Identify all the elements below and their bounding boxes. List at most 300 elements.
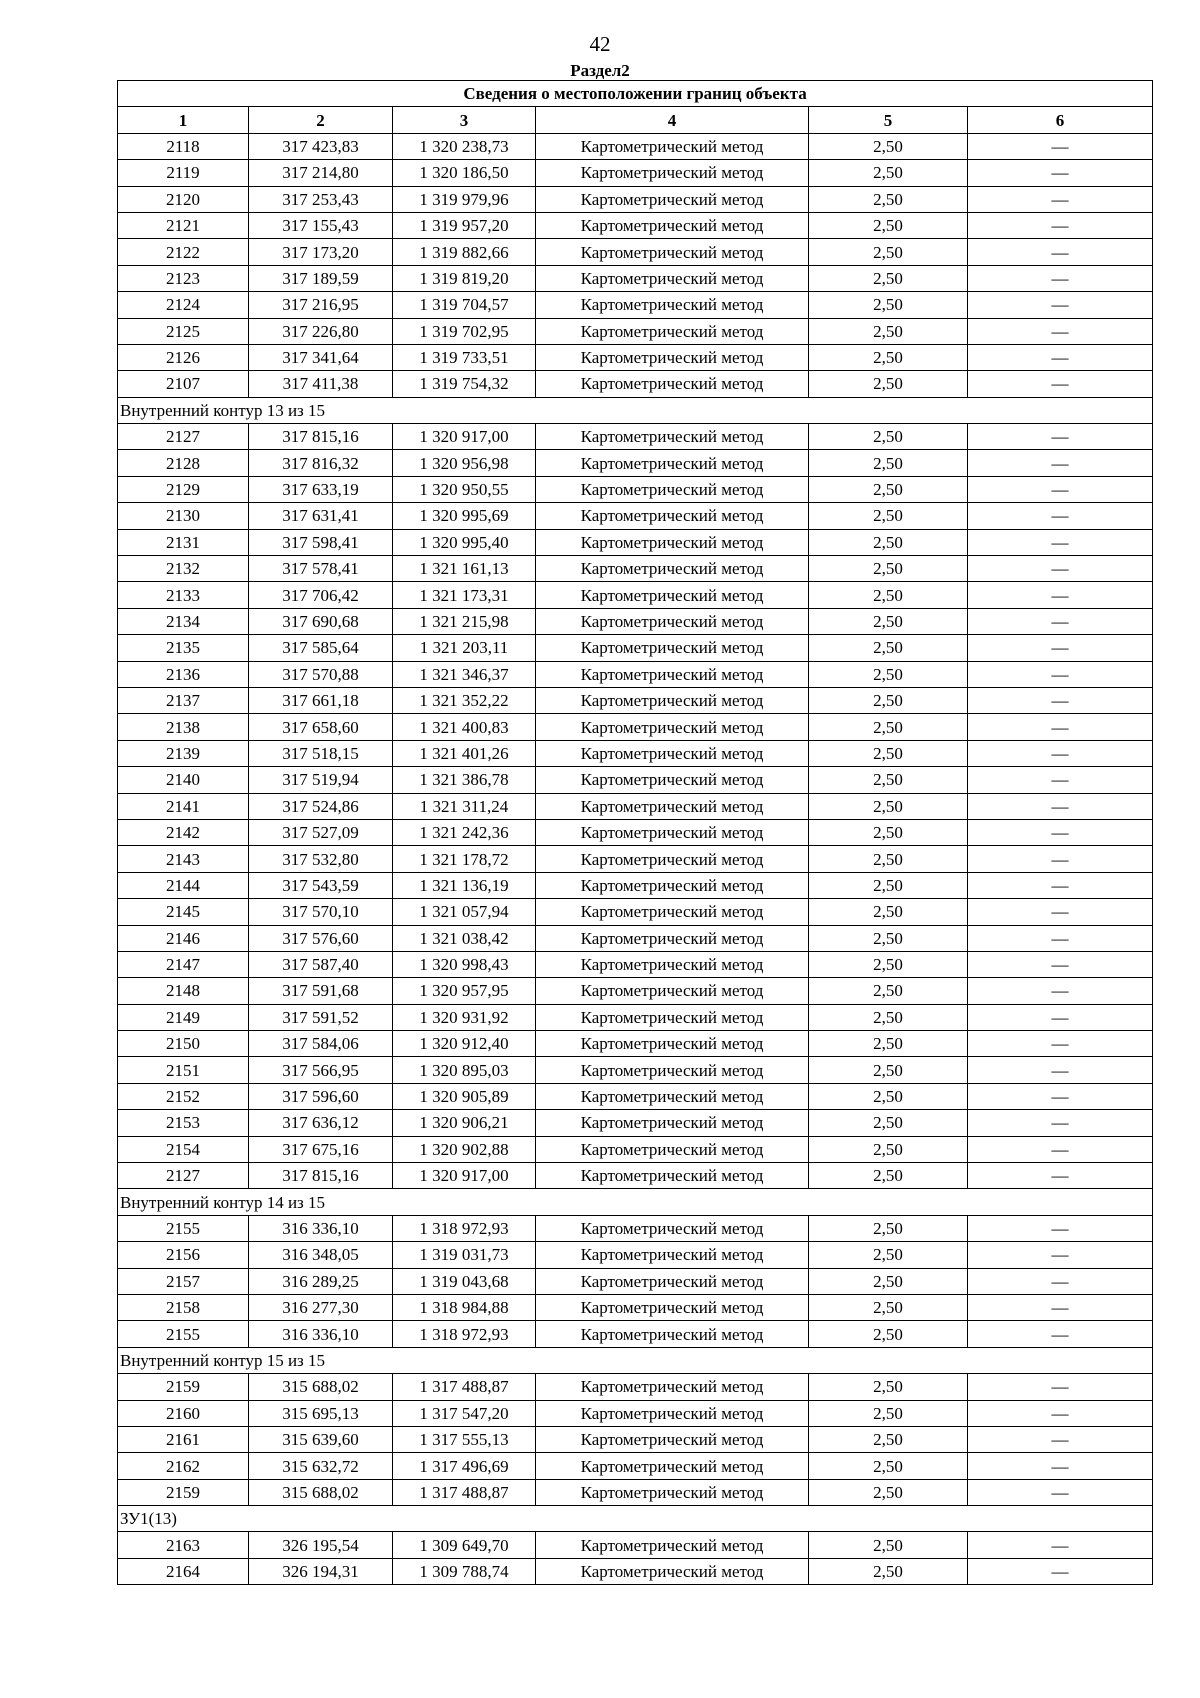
point-number-cell: 2130 xyxy=(118,503,249,529)
method-cell: Картометрический метод xyxy=(536,133,809,159)
y-coordinate-cell: 1 321 311,24 xyxy=(393,793,536,819)
accuracy-cell: 2,50 xyxy=(809,1321,968,1347)
description-cell: — xyxy=(968,239,1153,265)
table-row xyxy=(118,635,1153,661)
y-coordinate-cell: 1 320 906,21 xyxy=(393,1110,536,1136)
y-coordinate-cell: 1 321 038,42 xyxy=(393,925,536,951)
accuracy-cell: 2,50 xyxy=(809,608,968,634)
point-number-cell: 2142 xyxy=(118,819,249,845)
x-coordinate-cell: 317 532,80 xyxy=(249,846,393,872)
accuracy-cell: 2,50 xyxy=(809,899,968,925)
method-cell: Картометрический метод xyxy=(536,344,809,370)
description-cell: — xyxy=(968,556,1153,582)
accuracy-cell: 2,50 xyxy=(809,1294,968,1320)
x-coordinate-cell: 316 336,10 xyxy=(249,1215,393,1241)
method-cell: Картометрический метод xyxy=(536,476,809,502)
table-row xyxy=(118,450,1153,476)
accuracy-cell: 2,50 xyxy=(809,1136,968,1162)
table-row xyxy=(118,767,1153,793)
accuracy-cell: 2,50 xyxy=(809,1374,968,1400)
accuracy-cell: 2,50 xyxy=(809,239,968,265)
description-cell: — xyxy=(968,344,1153,370)
point-number-cell: 2149 xyxy=(118,1004,249,1030)
method-cell: Картометрический метод xyxy=(536,1004,809,1030)
description-cell: — xyxy=(968,529,1153,555)
y-coordinate-cell: 1 318 972,93 xyxy=(393,1321,536,1347)
method-cell: Картометрический метод xyxy=(536,212,809,238)
table-row xyxy=(118,951,1153,977)
method-cell: Картометрический метод xyxy=(536,503,809,529)
method-cell: Картометрический метод xyxy=(536,450,809,476)
point-number-cell: 2120 xyxy=(118,186,249,212)
description-cell: — xyxy=(968,1268,1153,1294)
table-row xyxy=(118,1294,1153,1320)
x-coordinate-cell: 317 633,19 xyxy=(249,476,393,502)
x-coordinate-cell: 317 216,95 xyxy=(249,292,393,318)
description-cell: — xyxy=(968,160,1153,186)
x-coordinate-cell: 315 639,60 xyxy=(249,1426,393,1452)
point-number-cell: 2154 xyxy=(118,1136,249,1162)
accuracy-cell: 2,50 xyxy=(809,846,968,872)
y-coordinate-cell: 1 320 917,00 xyxy=(393,424,536,450)
method-cell: Картометрический метод xyxy=(536,687,809,713)
column-header: 4 xyxy=(536,107,809,133)
accuracy-cell: 2,50 xyxy=(809,476,968,502)
y-coordinate-cell: 1 321 215,98 xyxy=(393,608,536,634)
method-cell: Картометрический метод xyxy=(536,635,809,661)
description-cell: — xyxy=(968,1453,1153,1479)
accuracy-cell: 2,50 xyxy=(809,1110,968,1136)
table-row xyxy=(118,424,1153,450)
table-row xyxy=(118,846,1153,872)
method-cell: Картометрический метод xyxy=(536,740,809,766)
point-number-cell: 2138 xyxy=(118,714,249,740)
table-row xyxy=(118,608,1153,634)
accuracy-cell: 2,50 xyxy=(809,450,968,476)
accuracy-cell: 2,50 xyxy=(809,529,968,555)
point-number-cell: 2157 xyxy=(118,1268,249,1294)
method-cell: Картометрический метод xyxy=(536,899,809,925)
table-row xyxy=(118,292,1153,318)
method-cell: Картометрический метод xyxy=(536,1242,809,1268)
description-cell: — xyxy=(968,1083,1153,1109)
y-coordinate-cell: 1 319 733,51 xyxy=(393,344,536,370)
accuracy-cell: 2,50 xyxy=(809,318,968,344)
y-coordinate-cell: 1 321 178,72 xyxy=(393,846,536,872)
table-row xyxy=(118,186,1153,212)
point-number-cell: 2153 xyxy=(118,1110,249,1136)
y-coordinate-cell: 1 320 995,69 xyxy=(393,503,536,529)
table-row xyxy=(118,556,1153,582)
description-cell: — xyxy=(968,819,1153,845)
table-title: Сведения о местоположении границ объекта xyxy=(118,81,1153,107)
x-coordinate-cell: 316 336,10 xyxy=(249,1321,393,1347)
x-coordinate-cell: 316 277,30 xyxy=(249,1294,393,1320)
method-cell: Картометрический метод xyxy=(536,978,809,1004)
method-cell: Картометрический метод xyxy=(536,1426,809,1452)
accuracy-cell: 2,50 xyxy=(809,1268,968,1294)
description-cell: — xyxy=(968,186,1153,212)
description-cell: — xyxy=(968,635,1153,661)
y-coordinate-cell: 1 309 649,70 xyxy=(393,1532,536,1558)
x-coordinate-cell: 317 576,60 xyxy=(249,925,393,951)
x-coordinate-cell: 317 598,41 xyxy=(249,529,393,555)
x-coordinate-cell: 317 596,60 xyxy=(249,1083,393,1109)
method-cell: Картометрический метод xyxy=(536,424,809,450)
accuracy-cell: 2,50 xyxy=(809,556,968,582)
y-coordinate-cell: 1 321 242,36 xyxy=(393,819,536,845)
column-header: 3 xyxy=(393,107,536,133)
point-number-cell: 2128 xyxy=(118,450,249,476)
contour-group-label: Внутренний контур 13 из 15 xyxy=(118,397,1153,423)
description-cell: — xyxy=(968,476,1153,502)
description-cell: — xyxy=(968,846,1153,872)
x-coordinate-cell: 317 570,10 xyxy=(249,899,393,925)
x-coordinate-cell: 317 519,94 xyxy=(249,767,393,793)
point-number-cell: 2159 xyxy=(118,1479,249,1505)
y-coordinate-cell: 1 320 902,88 xyxy=(393,1136,536,1162)
accuracy-cell: 2,50 xyxy=(809,265,968,291)
accuracy-cell: 2,50 xyxy=(809,1057,968,1083)
accuracy-cell: 2,50 xyxy=(809,767,968,793)
table-row xyxy=(118,1453,1153,1479)
table-body xyxy=(118,133,1153,1584)
description-cell: — xyxy=(968,661,1153,687)
x-coordinate-cell: 317 591,52 xyxy=(249,1004,393,1030)
table-row xyxy=(118,1004,1153,1030)
method-cell: Картометрический метод xyxy=(536,767,809,793)
point-number-cell: 2161 xyxy=(118,1426,249,1452)
method-cell: Картометрический метод xyxy=(536,1558,809,1584)
x-coordinate-cell: 317 226,80 xyxy=(249,318,393,344)
y-coordinate-cell: 1 321 057,94 xyxy=(393,899,536,925)
boundary-table xyxy=(117,80,1153,1585)
point-number-cell: 2160 xyxy=(118,1400,249,1426)
point-number-cell: 2148 xyxy=(118,978,249,1004)
table-row xyxy=(118,1031,1153,1057)
y-coordinate-cell: 1 319 819,20 xyxy=(393,265,536,291)
x-coordinate-cell: 317 527,09 xyxy=(249,819,393,845)
description-cell: — xyxy=(968,1136,1153,1162)
x-coordinate-cell: 317 636,12 xyxy=(249,1110,393,1136)
column-header-row xyxy=(118,107,1153,133)
point-number-cell: 2146 xyxy=(118,925,249,951)
point-number-cell: 2162 xyxy=(118,1453,249,1479)
accuracy-cell: 2,50 xyxy=(809,819,968,845)
accuracy-cell: 2,50 xyxy=(809,424,968,450)
description-cell: — xyxy=(968,1374,1153,1400)
y-coordinate-cell: 1 317 547,20 xyxy=(393,1400,536,1426)
accuracy-cell: 2,50 xyxy=(809,661,968,687)
point-number-cell: 2135 xyxy=(118,635,249,661)
method-cell: Картометрический метод xyxy=(536,160,809,186)
description-cell: — xyxy=(968,212,1153,238)
x-coordinate-cell: 315 695,13 xyxy=(249,1400,393,1426)
table-row xyxy=(118,371,1153,397)
point-number-cell: 2141 xyxy=(118,793,249,819)
table-row xyxy=(118,1163,1153,1189)
y-coordinate-cell: 1 317 555,13 xyxy=(393,1426,536,1452)
x-coordinate-cell: 317 411,38 xyxy=(249,371,393,397)
accuracy-cell: 2,50 xyxy=(809,1479,968,1505)
method-cell: Картометрический метод xyxy=(536,1294,809,1320)
x-coordinate-cell: 317 661,18 xyxy=(249,687,393,713)
method-cell: Картометрический метод xyxy=(536,714,809,740)
y-coordinate-cell: 1 318 972,93 xyxy=(393,1215,536,1241)
y-coordinate-cell: 1 320 895,03 xyxy=(393,1057,536,1083)
method-cell: Картометрический метод xyxy=(536,1110,809,1136)
contour-group-label: ЗУ1(13) xyxy=(118,1506,1153,1532)
method-cell: Картометрический метод xyxy=(536,265,809,291)
y-coordinate-cell: 1 319 031,73 xyxy=(393,1242,536,1268)
point-number-cell: 2107 xyxy=(118,371,249,397)
description-cell: — xyxy=(968,371,1153,397)
column-header: 2 xyxy=(249,107,393,133)
point-number-cell: 2123 xyxy=(118,265,249,291)
page-number: 42 xyxy=(589,32,611,56)
column-header: 5 xyxy=(809,107,968,133)
accuracy-cell: 2,50 xyxy=(809,1400,968,1426)
description-cell: — xyxy=(968,424,1153,450)
point-number-cell: 2143 xyxy=(118,846,249,872)
table-row xyxy=(118,1426,1153,1452)
description-cell: — xyxy=(968,687,1153,713)
x-coordinate-cell: 317 587,40 xyxy=(249,951,393,977)
point-number-cell: 2119 xyxy=(118,160,249,186)
accuracy-cell: 2,50 xyxy=(809,1004,968,1030)
y-coordinate-cell: 1 320 238,73 xyxy=(393,133,536,159)
point-number-cell: 2151 xyxy=(118,1057,249,1083)
point-number-cell: 2163 xyxy=(118,1532,249,1558)
table-row xyxy=(118,1479,1153,1505)
x-coordinate-cell: 326 194,31 xyxy=(249,1558,393,1584)
y-coordinate-cell: 1 319 957,20 xyxy=(393,212,536,238)
y-coordinate-cell: 1 319 754,32 xyxy=(393,371,536,397)
description-cell: — xyxy=(968,740,1153,766)
description-cell: — xyxy=(968,608,1153,634)
point-number-cell: 2118 xyxy=(118,133,249,159)
contour-group-row xyxy=(118,1189,1153,1215)
y-coordinate-cell: 1 320 917,00 xyxy=(393,1163,536,1189)
table-row xyxy=(118,714,1153,740)
point-number-cell: 2126 xyxy=(118,344,249,370)
method-cell: Картометрический метод xyxy=(536,661,809,687)
description-cell: — xyxy=(968,265,1153,291)
point-number-cell: 2127 xyxy=(118,424,249,450)
point-number-cell: 2121 xyxy=(118,212,249,238)
table-row xyxy=(118,740,1153,766)
method-cell: Картометрический метод xyxy=(536,1083,809,1109)
description-cell: — xyxy=(968,714,1153,740)
accuracy-cell: 2,50 xyxy=(809,1083,968,1109)
point-number-cell: 2133 xyxy=(118,582,249,608)
y-coordinate-cell: 1 319 704,57 xyxy=(393,292,536,318)
point-number-cell: 2137 xyxy=(118,687,249,713)
table-row xyxy=(118,978,1153,1004)
y-coordinate-cell: 1 320 995,40 xyxy=(393,529,536,555)
contour-group-label: Внутренний контур 15 из 15 xyxy=(118,1347,1153,1373)
accuracy-cell: 2,50 xyxy=(809,687,968,713)
x-coordinate-cell: 317 816,32 xyxy=(249,450,393,476)
y-coordinate-cell: 1 321 400,83 xyxy=(393,714,536,740)
contour-group-row xyxy=(118,1506,1153,1532)
table-row xyxy=(118,687,1153,713)
description-cell: — xyxy=(968,978,1153,1004)
point-number-cell: 2132 xyxy=(118,556,249,582)
method-cell: Картометрический метод xyxy=(536,1532,809,1558)
description-cell: — xyxy=(968,1426,1153,1452)
y-coordinate-cell: 1 320 905,89 xyxy=(393,1083,536,1109)
accuracy-cell: 2,50 xyxy=(809,1215,968,1241)
x-coordinate-cell: 317 214,80 xyxy=(249,160,393,186)
accuracy-cell: 2,50 xyxy=(809,186,968,212)
accuracy-cell: 2,50 xyxy=(809,344,968,370)
point-number-cell: 2124 xyxy=(118,292,249,318)
accuracy-cell: 2,50 xyxy=(809,740,968,766)
y-coordinate-cell: 1 320 956,98 xyxy=(393,450,536,476)
y-coordinate-cell: 1 320 957,95 xyxy=(393,978,536,1004)
contour-group-row xyxy=(118,1347,1153,1373)
x-coordinate-cell: 326 195,54 xyxy=(249,1532,393,1558)
x-coordinate-cell: 315 632,72 xyxy=(249,1453,393,1479)
x-coordinate-cell: 317 658,60 xyxy=(249,714,393,740)
column-header: 1 xyxy=(118,107,249,133)
x-coordinate-cell: 315 688,02 xyxy=(249,1479,393,1505)
x-coordinate-cell: 317 341,64 xyxy=(249,344,393,370)
accuracy-cell: 2,50 xyxy=(809,793,968,819)
method-cell: Картометрический метод xyxy=(536,582,809,608)
x-coordinate-cell: 317 155,43 xyxy=(249,212,393,238)
point-number-cell: 2145 xyxy=(118,899,249,925)
description-cell: — xyxy=(968,1400,1153,1426)
method-cell: Картометрический метод xyxy=(536,819,809,845)
x-coordinate-cell: 317 591,68 xyxy=(249,978,393,1004)
point-number-cell: 2155 xyxy=(118,1321,249,1347)
y-coordinate-cell: 1 317 488,87 xyxy=(393,1479,536,1505)
accuracy-cell: 2,50 xyxy=(809,503,968,529)
description-cell: — xyxy=(968,793,1153,819)
column-header: 6 xyxy=(968,107,1153,133)
method-cell: Картометрический метод xyxy=(536,872,809,898)
x-coordinate-cell: 316 289,25 xyxy=(249,1268,393,1294)
method-cell: Картометрический метод xyxy=(536,925,809,951)
table-row xyxy=(118,819,1153,845)
description-cell: — xyxy=(968,1532,1153,1558)
method-cell: Картометрический метод xyxy=(536,1163,809,1189)
table-row xyxy=(118,265,1153,291)
accuracy-cell: 2,50 xyxy=(809,1242,968,1268)
y-coordinate-cell: 1 319 702,95 xyxy=(393,318,536,344)
accuracy-cell: 2,50 xyxy=(809,1453,968,1479)
point-number-cell: 2127 xyxy=(118,1163,249,1189)
accuracy-cell: 2,50 xyxy=(809,978,968,1004)
contour-group-label: Внутренний контур 14 из 15 xyxy=(118,1189,1153,1215)
y-coordinate-cell: 1 320 186,50 xyxy=(393,160,536,186)
x-coordinate-cell: 317 518,15 xyxy=(249,740,393,766)
point-number-cell: 2155 xyxy=(118,1215,249,1241)
y-coordinate-cell: 1 321 136,19 xyxy=(393,872,536,898)
point-number-cell: 2131 xyxy=(118,529,249,555)
method-cell: Картометрический метод xyxy=(536,1453,809,1479)
table-row xyxy=(118,872,1153,898)
y-coordinate-cell: 1 317 496,69 xyxy=(393,1453,536,1479)
table-row xyxy=(118,1083,1153,1109)
point-number-cell: 2159 xyxy=(118,1374,249,1400)
table-row xyxy=(118,1136,1153,1162)
description-cell: — xyxy=(968,1558,1153,1584)
method-cell: Картометрический метод xyxy=(536,371,809,397)
description-cell: — xyxy=(968,1031,1153,1057)
x-coordinate-cell: 317 570,88 xyxy=(249,661,393,687)
description-cell: — xyxy=(968,1294,1153,1320)
accuracy-cell: 2,50 xyxy=(809,1163,968,1189)
method-cell: Картометрический метод xyxy=(536,556,809,582)
description-cell: — xyxy=(968,1479,1153,1505)
table-row xyxy=(118,1215,1153,1241)
section-title: Раздел2 xyxy=(570,61,630,80)
description-cell: — xyxy=(968,925,1153,951)
table-row xyxy=(118,1321,1153,1347)
accuracy-cell: 2,50 xyxy=(809,133,968,159)
x-coordinate-cell: 317 815,16 xyxy=(249,424,393,450)
method-cell: Картометрический метод xyxy=(536,1479,809,1505)
x-coordinate-cell: 317 173,20 xyxy=(249,239,393,265)
accuracy-cell: 2,50 xyxy=(809,1532,968,1558)
point-number-cell: 2152 xyxy=(118,1083,249,1109)
x-coordinate-cell: 317 675,16 xyxy=(249,1136,393,1162)
table-row xyxy=(118,661,1153,687)
method-cell: Картометрический метод xyxy=(536,793,809,819)
description-cell: — xyxy=(968,872,1153,898)
y-coordinate-cell: 1 318 984,88 xyxy=(393,1294,536,1320)
point-number-cell: 2164 xyxy=(118,1558,249,1584)
method-cell: Картометрический метод xyxy=(536,1031,809,1057)
method-cell: Картометрический метод xyxy=(536,1374,809,1400)
description-cell: — xyxy=(968,951,1153,977)
y-coordinate-cell: 1 321 352,22 xyxy=(393,687,536,713)
description-cell: — xyxy=(968,1321,1153,1347)
x-coordinate-cell: 317 423,83 xyxy=(249,133,393,159)
table-row xyxy=(118,239,1153,265)
method-cell: Картометрический метод xyxy=(536,1057,809,1083)
accuracy-cell: 2,50 xyxy=(809,1426,968,1452)
y-coordinate-cell: 1 319 043,68 xyxy=(393,1268,536,1294)
y-coordinate-cell: 1 321 173,31 xyxy=(393,582,536,608)
accuracy-cell: 2,50 xyxy=(809,160,968,186)
description-cell: — xyxy=(968,133,1153,159)
table-row xyxy=(118,160,1153,186)
table-row xyxy=(118,1374,1153,1400)
x-coordinate-cell: 317 253,43 xyxy=(249,186,393,212)
accuracy-cell: 2,50 xyxy=(809,635,968,661)
y-coordinate-cell: 1 317 488,87 xyxy=(393,1374,536,1400)
y-coordinate-cell: 1 320 912,40 xyxy=(393,1031,536,1057)
description-cell: — xyxy=(968,582,1153,608)
description-cell: — xyxy=(968,1163,1153,1189)
y-coordinate-cell: 1 319 979,96 xyxy=(393,186,536,212)
description-cell: — xyxy=(968,1242,1153,1268)
point-number-cell: 2139 xyxy=(118,740,249,766)
x-coordinate-cell: 317 578,41 xyxy=(249,556,393,582)
point-number-cell: 2147 xyxy=(118,951,249,977)
method-cell: Картометрический метод xyxy=(536,1268,809,1294)
table-row xyxy=(118,1110,1153,1136)
point-number-cell: 2158 xyxy=(118,1294,249,1320)
description-cell: — xyxy=(968,450,1153,476)
y-coordinate-cell: 1 320 998,43 xyxy=(393,951,536,977)
x-coordinate-cell: 317 690,68 xyxy=(249,608,393,634)
method-cell: Картометрический метод xyxy=(536,239,809,265)
